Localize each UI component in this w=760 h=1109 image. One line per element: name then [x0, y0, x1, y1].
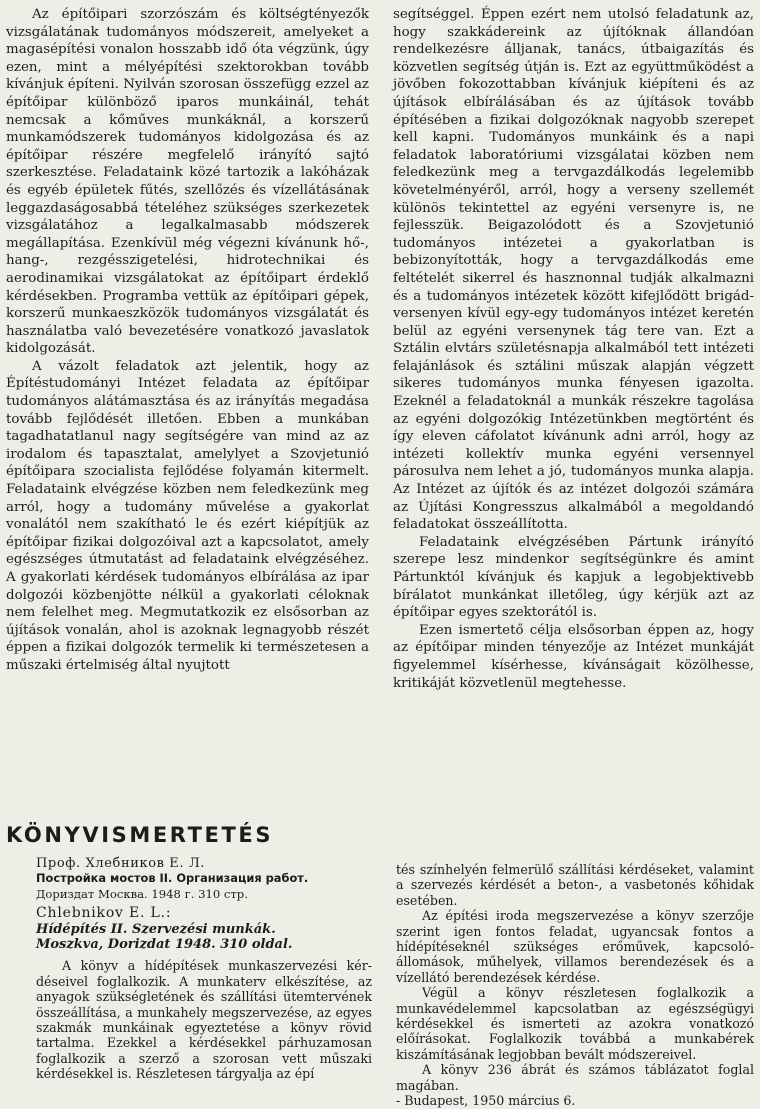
review-russian-publisher: Дориздат Москва. 1948 г. 310 стр.	[36, 886, 248, 901]
review-paragraph: tés színhelyén felmerülő szállítási kérdéseket, valamint a szervezés kérdését a beton-, a vasbetonés kőhidak esetében.	[396, 862, 754, 908]
review-paragraph: Végül a könyv részletesen foglalkozik a munkavédelemmel kapcsolatban az egészségügyi kérdésekkel és ismerteti az azokra vonatkozó előírásokat. Foglalkozik továbbá a munkabérek kiszámításának legjobban bevált módszereivel.	[396, 985, 754, 1062]
review-russian-title: Постройка мостов II. Организация работ.	[36, 871, 309, 886]
paragraph: Ezen ismertető célja elsősorban éppen az, hogy az építőipar minden tényezője az Intézet munkáját figyelemmel kísérhesse, kívánságait közölhesse, kritikáját közvetlenül megtehesse.	[393, 622, 754, 691]
review-paragraph: Az építési iroda megszervezése a könyv szerzője szerint igen fontos feladat, ugyancsak fontos a hídépítéseknél szükséges erőművek, kapcsolóállomások, műhelyek, villamos berendezések és a vízellátó berendezések kérdése.	[396, 908, 754, 985]
review-russian-author: Проф. Хлебников Е. Л.	[36, 856, 206, 871]
article-column-right	[393, 6, 754, 692]
review-title: Hídépítés II. Szervezési munkák.	[36, 921, 276, 937]
article-column-left	[6, 6, 369, 675]
review-publisher: Moszkva, Dorizdat 1948. 310 oldal.	[36, 937, 293, 953]
review-column-left	[36, 856, 372, 1082]
paragraph: Az építőipari szorzószám és költségtényezők vizsgálatának tudományos módszereit, amelyeket a magasépítési vonalon hosszabb idő óta végzünk, úgy ezen, mint a mélyépítési szektorokban tovább kívánjuk építeni. Nyilván szorosan összefügg ezzel az építőipar különböző iparos munkáinál, tehát nemcsak a kőműves munkáknál, a korszerű munkamódszerek tudományos kidolgozása és az építőipar részére megfelelő irányító sajtó szerkesztése. Feladataink közé tartozik a lakóházak és egyéb épületek fűtés, szellőzés és vízellátásának leggazdaságosabbá tételéhez szükséges szerkezetek vizsgálatához a legalkalmasabb módszerek megállapítása. Ezenkívül még végezni kívánunk hő-, hang-, rezgésszigetelési, hidrotechnikai és aerodinamikai vizsgálatokat az építőipart érdeklő kérdésekben. Programba vettük az építőipari gépek, korszerű munkaeszközök tudományos vizsgálatát és használatba való bevezetésére vonatkozó javaslatok kidolgozását.	[6, 7, 369, 357]
review-author: Chlebnikov E. L.:	[36, 905, 172, 922]
paragraph: A vázolt feladatok azt jelentik, hogy az Építéstudományi Intézet feladata az építőipar tudományos alátámasztása és az irányítás megadása tovább fejlődését illetően. Ebben a munkában tagadhatatlanul nagy segítségére van mind az az irodalom és tapasztalat, amelylyet a Szovjetunió építőipara szocialista fejlődése folyamán kitermelt. Feladataink elvégzése közben nem feledkezünk meg arról, hogy a tudomány művelése a gyakorlat vonalától nem szakítható le és ezért kiépítjük az építőipar fizikai dolgozóival azt a kapcsolatot, amely egészséges útmutatást ad feladataink elvégzéséhez. A gyakorlati kérdések tudományos elbírálása az ipar dolgozói közbenjötte nélkül a gyakorlati céloknak nem felelhet meg. Megmutatkozik ez elsősorban az újítások vonalán, ahol is azoknak legnagyobb részét éppen a fizikai dolgozók termelik ki természetesen a műszaki értelmiség által nyujtott	[6, 358, 369, 673]
review-paragraph: A könyv 236 ábrát és számos táblázatot foglal magában.	[396, 1062, 754, 1093]
review-body: A könyv a hídépítések munkaszervezési kérdéseivel foglalkozik. A munkaterv elkészítése, az anyagok szükségletének és szállítási ütemtervének összeállítása, a munkahely megszervezése, az egyes szakmák munkáinak egyeztetése a könyv rövid tartalma. Ezekkel a kérdésekkel párhuzamosan foglalkozik a szerző a szorosan vett műszaki kérdésekkel is. Részletesen tárgyalja az épí	[36, 958, 372, 1082]
review-column-right	[396, 862, 754, 1109]
paragraph: Feladataink elvégzésében Pártunk irányító szerepe lesz mindenkor segítségünkre és amint Pártunktól kívánjuk és kapjuk a legobjektivebb bírálatot munkánkat illetőleg, úgy kérjük azt az építőipar egyes szektorától is.	[393, 534, 754, 621]
review-signature: - Budapest, 1950 március 6.	[396, 1093, 576, 1109]
paragraph: segítséggel. Éppen ezért nem utolsó feladatunk az, hogy szakkádereink az újítóknak állandóan rendelkezésre álljanak, tanács, útbaigazítás és közvetlen segítség útján is. Ezt az együttműködést a jövőben fokozottabban kívánjuk kiépíteni és az újítások elbírálásában és az újítások tovább építésében a fizikai dolgozóknak nagyobb szerepet kell kapni. Tudományos munkáink és a napi feladatok laboratóriumi vizsgálatai közben nem feledkezünk meg a tervgazdálkodás legelemibb követelményéről, arról, hogy a verseny szellemét különös tekintettel az egyéni versenyre is, ne fejlesszük. Beigazolódott és a Szovjetunió tudományos intézetei a gyakorlatban is bebizonyították, hogy a tervgazdálkodás eme feltételét sikerrel és hasznonnal tudják alkalmazni és a tudományos intézetek között kifejlődött brigádversenyen kívül egy-egy tudományos intézet keretén belül az egyéni versenynek tág tere van. Ezt a Sztálin elvtárs születésnapja alkalmából tett intézeti felajánlások és sztálini műszak alapján végzett sikeres tudományos munka fényesen igazolta. Ezeknél a feladatoknál a munkák részekre tagolása az egyéni dolgozókig Intézetünkben megtörtént és így eleven cáfolatot kívánunk adni arról, hogy az intézeti kollektív munka egyéni versennyel párosulva nem lehet a jó, tudományos munka alapja. Az Intézet az újítók és az intézet dolgozói számára az Újítási Kongresszus alkalmából a megoldandó feladatokat összeállította.	[393, 7, 754, 533]
section-heading: KÖNYVISMERTETÉS	[6, 823, 274, 847]
